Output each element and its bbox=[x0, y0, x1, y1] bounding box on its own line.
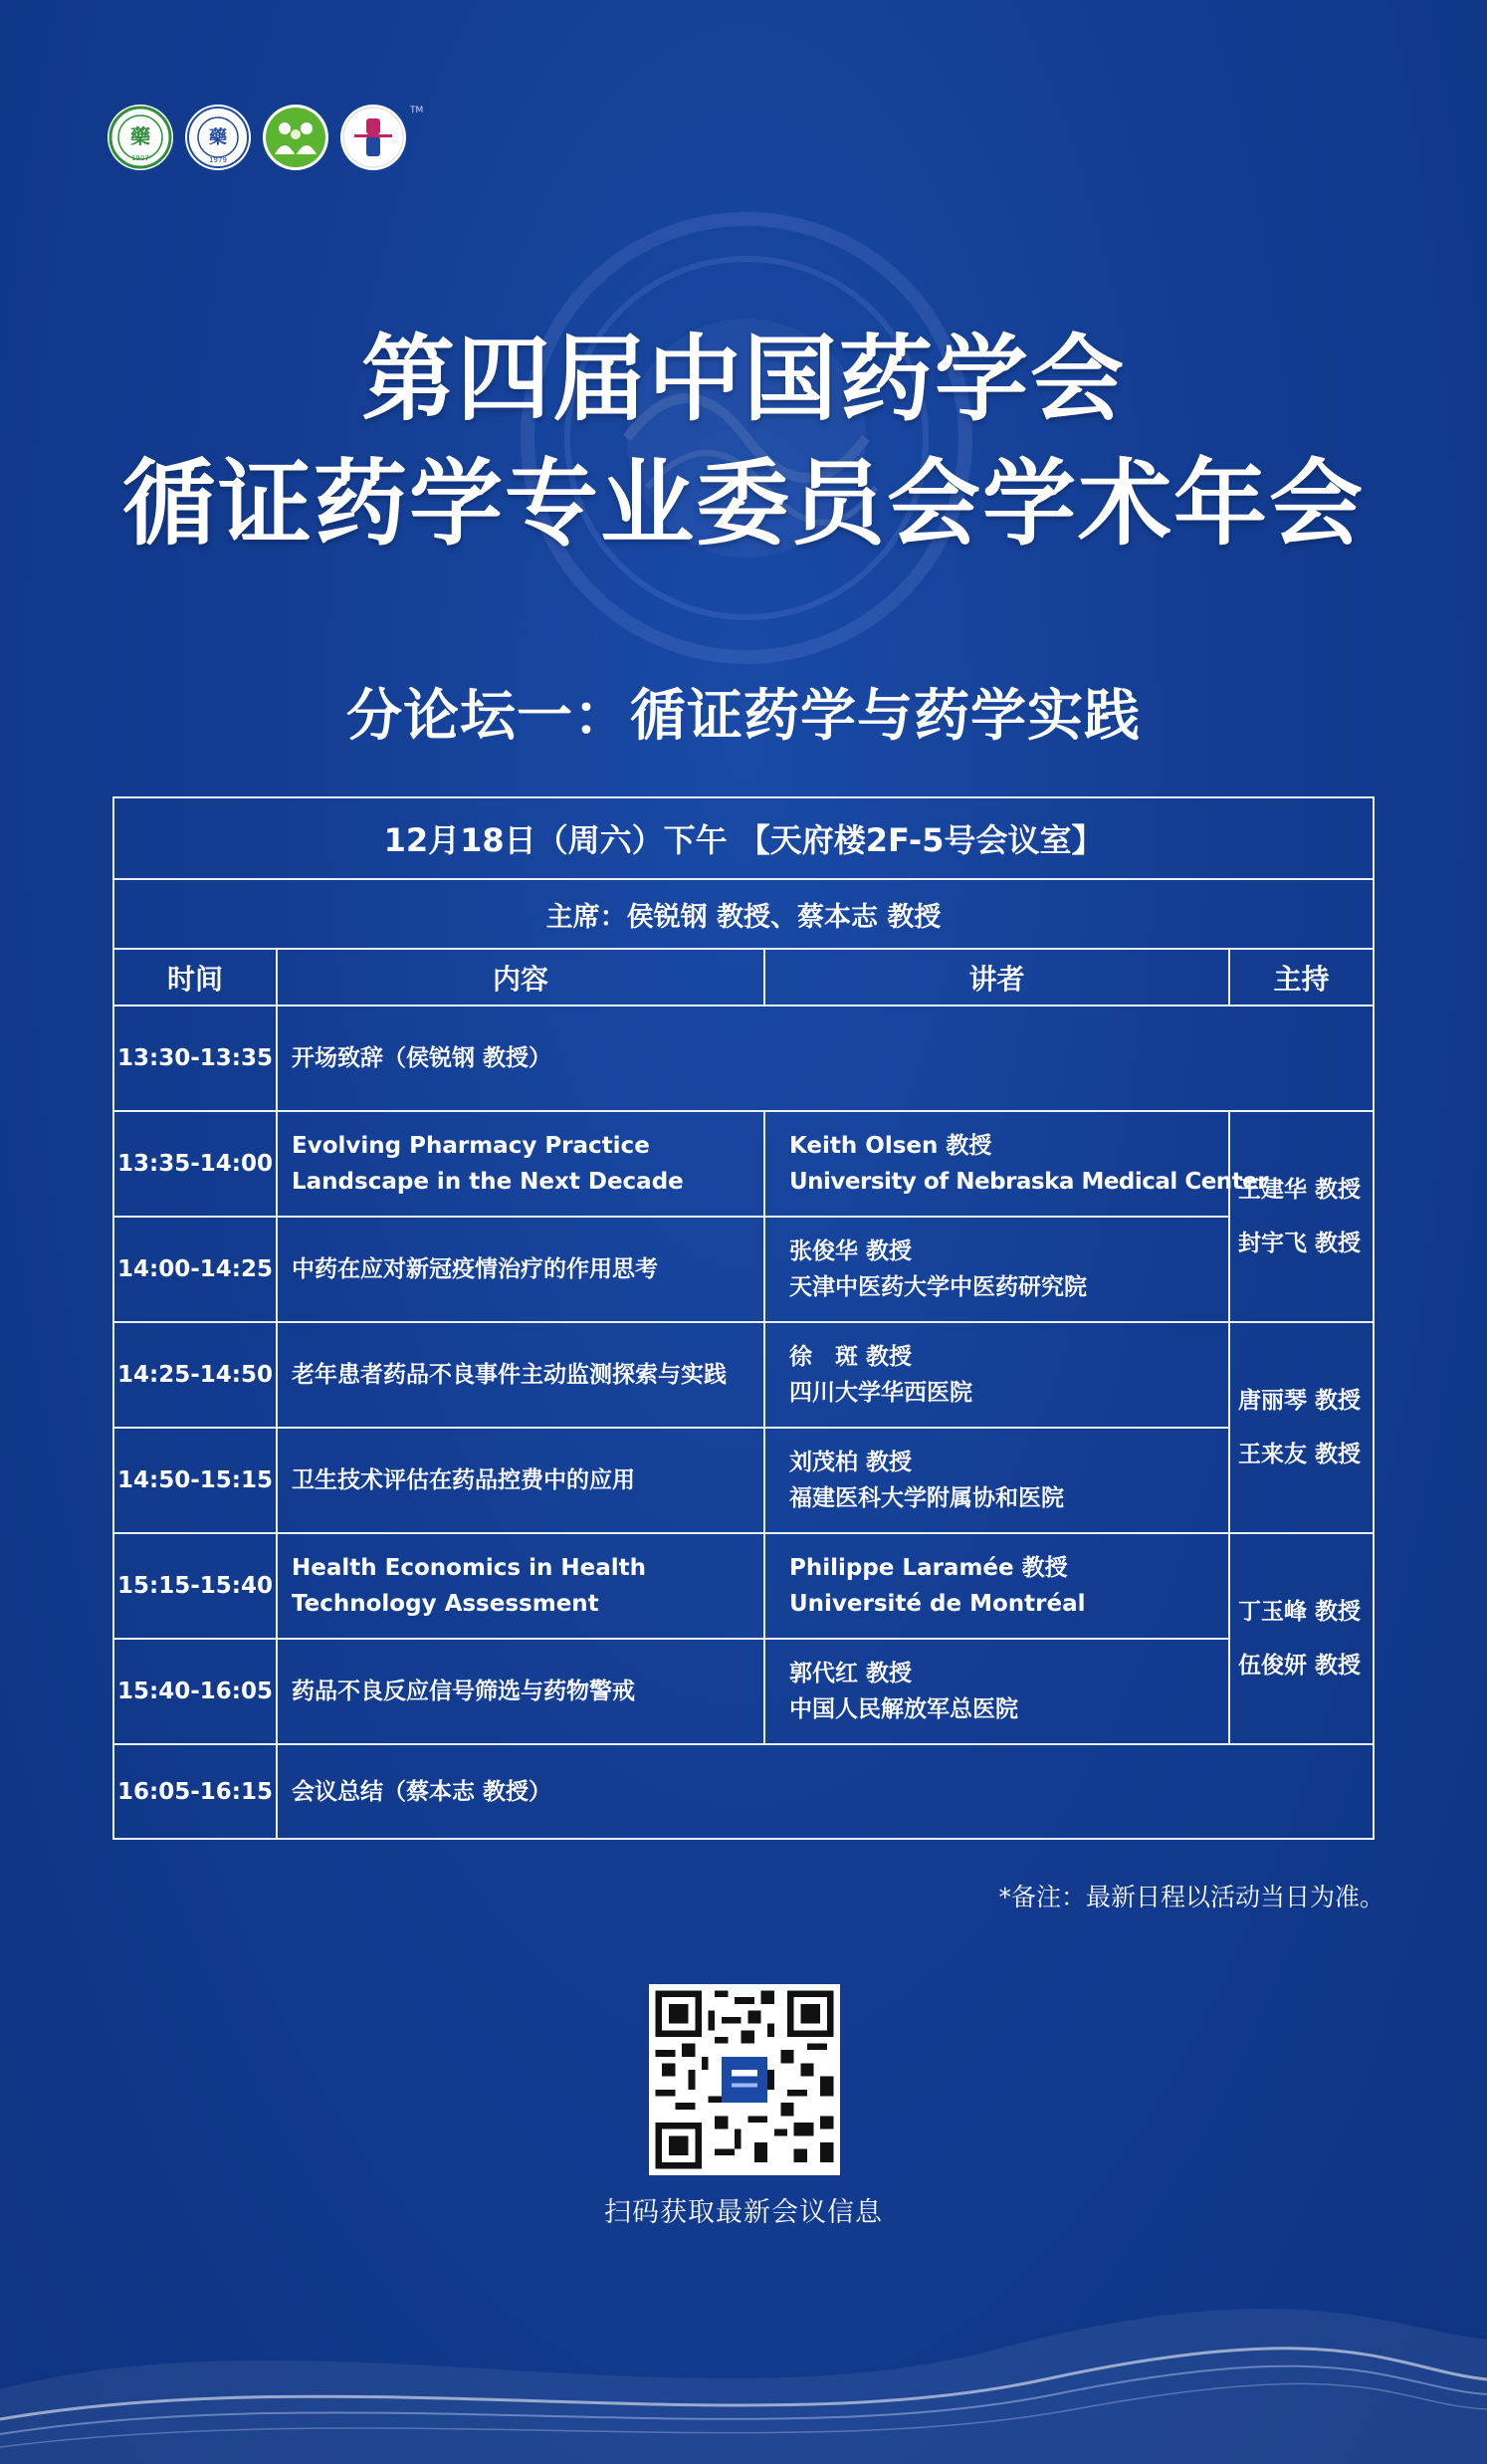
sichuan-logo-icon bbox=[185, 105, 251, 170]
session-content: 药品不良反应信号筛选与药物警戒 bbox=[277, 1639, 764, 1744]
speaker-name: Philippe Laramée 教授 bbox=[789, 1555, 1068, 1581]
session-time: 13:35-14:00 bbox=[113, 1111, 277, 1217]
table-row bbox=[113, 1217, 1374, 1322]
session-time: 15:15-15:40 bbox=[113, 1533, 277, 1639]
green-people-logo-icon bbox=[263, 105, 328, 170]
chairs: 主席：侯锐钢 教授、蔡本志 教授 bbox=[113, 879, 1374, 949]
session-speaker bbox=[764, 1217, 1229, 1322]
logo-sichuan-year: 1979 bbox=[209, 156, 227, 164]
session-speaker bbox=[764, 1533, 1229, 1639]
session-time: 13:30-13:35 bbox=[113, 1006, 277, 1111]
session-content: 会议总结（蔡本志 教授） bbox=[277, 1744, 1374, 1839]
decorative-waves-icon bbox=[0, 2270, 1487, 2464]
content-line: Health Economics in Health bbox=[292, 1555, 647, 1581]
session-content: 老年患者药品不良事件主动监测探索与实践 bbox=[277, 1322, 764, 1428]
table-row bbox=[113, 1006, 1374, 1111]
schedule-note: *备注：最新日程以活动当日为准。 bbox=[998, 1883, 1384, 1911]
speaker-affiliation: 中国人民解放军总医院 bbox=[789, 1696, 1018, 1722]
session-content: 卫生技术评估在药品控费中的应用 bbox=[277, 1428, 764, 1533]
session-content: 开场致辞（侯锐钢 教授） bbox=[277, 1006, 1374, 1111]
chair-row bbox=[113, 879, 1374, 949]
session-time: 14:00-14:25 bbox=[113, 1217, 277, 1322]
trademark-mark: TM bbox=[410, 106, 424, 115]
header-host: 主持 bbox=[1229, 949, 1374, 1006]
forum-subtitle: 分论坛一：循证药学与药学实践 bbox=[346, 684, 1141, 749]
table-row bbox=[113, 1322, 1374, 1428]
title-line-1: 第四届中国药学会 bbox=[360, 326, 1126, 434]
table-row bbox=[113, 1639, 1374, 1744]
host-name: 王建华 教授 bbox=[1238, 1177, 1362, 1203]
society-logo-icon bbox=[107, 105, 173, 170]
title-line-2: 循证药学专业委员会学术年会 bbox=[121, 450, 1365, 559]
content-line: Technology Assessment bbox=[292, 1591, 599, 1617]
session-host bbox=[1229, 1111, 1374, 1322]
schedule-table bbox=[112, 796, 1375, 1840]
session-host bbox=[1229, 1533, 1374, 1744]
session-speaker bbox=[764, 1111, 1269, 1217]
session-speaker bbox=[764, 1639, 1229, 1744]
session-host bbox=[1229, 1322, 1374, 1533]
speaker-name: 张俊华 教授 bbox=[789, 1238, 913, 1264]
session-speaker bbox=[764, 1428, 1229, 1533]
session-time: 16:05-16:15 bbox=[113, 1744, 277, 1839]
session-time: 14:25-14:50 bbox=[113, 1322, 277, 1428]
session-speaker bbox=[764, 1322, 1229, 1428]
speaker-name: Keith Olsen 教授 bbox=[789, 1133, 992, 1159]
host-name: 唐丽琴 教授 bbox=[1238, 1388, 1362, 1414]
table-row bbox=[113, 1533, 1374, 1639]
speaker-affiliation: University of Nebraska Medical Center bbox=[789, 1169, 1269, 1195]
speaker-name: 郭代红 教授 bbox=[789, 1661, 913, 1686]
host-name: 王来友 教授 bbox=[1238, 1442, 1362, 1467]
content-line: Evolving Pharmacy Practice bbox=[292, 1133, 650, 1159]
session-time: 15:40-16:05 bbox=[113, 1639, 277, 1744]
header-row bbox=[113, 949, 1374, 1006]
date-location: 12月18日（周六）下午 【天府楼2F-5号会议室】 bbox=[113, 797, 1374, 879]
session-content bbox=[277, 1111, 764, 1217]
logo-society-year: 1907 bbox=[131, 154, 149, 162]
speaker-affiliation: 四川大学华西医院 bbox=[789, 1380, 972, 1406]
host-name: 伍俊妍 教授 bbox=[1238, 1653, 1362, 1679]
session-content bbox=[277, 1533, 764, 1639]
header-time: 时间 bbox=[113, 949, 277, 1006]
header-content: 内容 bbox=[277, 949, 764, 1006]
table-row bbox=[113, 1744, 1374, 1839]
speaker-affiliation: Université de Montréal bbox=[789, 1591, 1086, 1617]
speaker-affiliation: 福建医科大学附属协和医院 bbox=[789, 1485, 1064, 1511]
table-row bbox=[113, 1111, 1374, 1217]
logo-society-label: 藥 bbox=[130, 124, 150, 148]
host-name: 丁玉峰 教授 bbox=[1238, 1599, 1362, 1625]
speaker-affiliation: 天津中医药大学中医药研究院 bbox=[789, 1274, 1087, 1300]
qr-caption: 扫码获取最新会议信息 bbox=[604, 2197, 883, 2228]
date-row bbox=[113, 797, 1374, 879]
qr-code-icon bbox=[649, 1984, 840, 2175]
pharma-logo-icon bbox=[340, 105, 406, 170]
content-line: Landscape in the Next Decade bbox=[292, 1169, 684, 1195]
session-content: 中药在应对新冠疫情治疗的作用思考 bbox=[277, 1217, 764, 1322]
speaker-name: 徐 斑 教授 bbox=[789, 1344, 913, 1370]
table-row bbox=[113, 1428, 1374, 1533]
logo-sichuan-label: 藥 bbox=[209, 127, 227, 148]
qr-code[interactable] bbox=[649, 1984, 840, 2175]
session-time: 14:50-15:15 bbox=[113, 1428, 277, 1533]
speaker-name: 刘茂柏 教授 bbox=[789, 1450, 913, 1475]
host-name: 封宇飞 教授 bbox=[1238, 1231, 1362, 1256]
header-speaker: 讲者 bbox=[764, 949, 1229, 1006]
logo-group bbox=[107, 105, 406, 170]
